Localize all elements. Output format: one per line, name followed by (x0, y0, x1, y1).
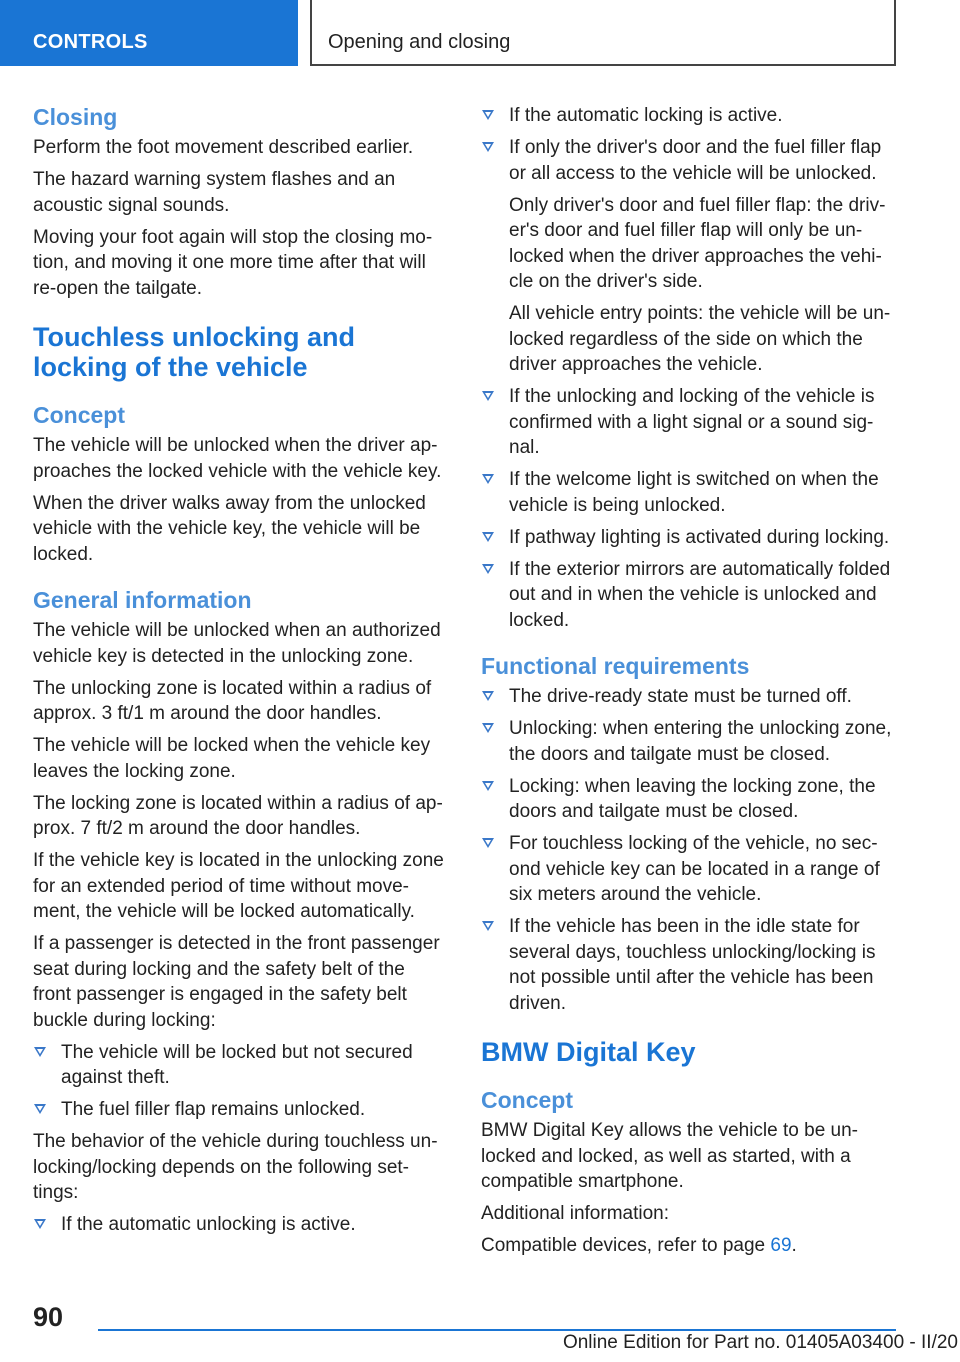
sub-paragraph-all-entry: All vehicle entry points: the vehicle will be un-locked regardless of the side on which the driver approaches the vehicle. (509, 303, 891, 375)
general-paragraph-5: If the vehicle key is located in the unlocking zone for an extended period of time without move-ment, the vehicle will be locked automatically. (33, 850, 444, 922)
triangle-bullet-icon (482, 532, 494, 542)
list-item: The drive-ready state must be turned off. (481, 684, 897, 710)
triangle-bullet-icon (482, 474, 494, 484)
passenger-bullet-list (33, 1040, 445, 1123)
list-item: Locking: when leaving the locking zone, the doors and tailgate must be closed. (481, 774, 897, 825)
list-item: For touchless locking of the vehicle, no sec-ond vehicle key can be located in a range of six meters around the vehicle. (481, 831, 897, 908)
settings-bullet-list (481, 103, 897, 633)
functional-requirements-heading: Functional requirements (481, 653, 750, 679)
triangle-bullet-icon (482, 781, 494, 791)
closing-paragraph-1: Perform the foot movement described earlier. (33, 137, 414, 158)
list-item: If the unlocking and locking of the vehicle is confirmed with a light signal or a sound sig-nal. (481, 384, 897, 461)
chapter-title: Opening and closing (310, 0, 896, 66)
edition-footer: Online Edition for Part no. 01405A03400 - II/20 (562, 1332, 958, 1353)
list-item: Unlocking: when entering the unlocking zone, the doors and tailgate must be closed. (481, 716, 897, 767)
concept-paragraph-1: The vehicle will be unlocked when the driver ap-proaches the locked vehicle with the vehicle key. (33, 435, 442, 482)
list-item: The vehicle will be locked but not secured against theft. (33, 1040, 445, 1091)
section-tab: CONTROLS (0, 0, 298, 66)
closing-paragraph-2: The hazard warning system flashes and an acoustic signal sounds. (33, 169, 396, 216)
list-item: If the automatic locking is active. (481, 103, 897, 129)
right-column (481, 103, 897, 1265)
digital-key-paragraph-1: BMW Digital Key allows the vehicle to be un-locked and locked, as well as started, with a compatible smartphone. (481, 1120, 858, 1192)
digital-key-heading: BMW Digital Key (481, 1037, 696, 1067)
triangle-bullet-icon (482, 110, 494, 120)
list-item: If the vehicle has been in the idle state for several days, touchless unlocking/locking is not possible until after the vehicle has been driven. (481, 914, 897, 1016)
triangle-bullet-icon (482, 142, 494, 152)
triangle-bullet-icon (482, 723, 494, 733)
triangle-bullet-icon (482, 921, 494, 931)
general-paragraph-3: The vehicle will be locked when the vehicle key leaves the locking zone. (33, 735, 431, 782)
list-item: If the welcome light is switched on when the vehicle is being unlocked. (481, 467, 897, 518)
list-item: The fuel filler flap remains unlocked. (33, 1097, 445, 1123)
page-reference-link[interactable]: 69 (770, 1235, 792, 1256)
list-item: If only the driver's door and the fuel filler flap or all access to the vehicle will be unlocked. Only driver's door and fuel filler flap: the driv-er's door and fuel filler flap will only be un-locked when the driver approaches the vehi-cle on the driver's side. All vehicle entry points: the vehicle will be un-locked regardless of the side on which the driver approaches the vehicle. (481, 135, 897, 378)
triangle-bullet-icon (34, 1219, 46, 1229)
triangle-bullet-icon (482, 564, 494, 574)
list-item: If pathway lighting is activated during locking. (481, 525, 897, 551)
concept-paragraph-2: When the driver walks away from the unlocked vehicle with the vehicle key, the vehicle will be locked. (33, 492, 426, 565)
general-information-heading: General information (33, 587, 252, 613)
list-item: If the automatic unlocking is active. (33, 1212, 445, 1238)
functional-bullet-list (481, 684, 897, 1016)
digital-key-paragraph-2: Additional information: (481, 1203, 669, 1224)
triangle-bullet-icon (482, 691, 494, 701)
touchless-heading: Touchless unlocking and locking of the vehicle (33, 322, 356, 382)
triangle-bullet-icon (34, 1104, 46, 1114)
list-item: If the exterior mirrors are automatically folded out and in when the vehicle is unlocked and locked. (481, 557, 897, 634)
left-column (33, 103, 445, 1244)
general-paragraph-1: The vehicle will be unlocked when an authorized vehicle key is detected in the unlocking zone. (33, 620, 441, 667)
footer-divider (98, 1329, 896, 1331)
concept-heading: Concept (33, 402, 125, 428)
digital-key-paragraph-3: Compatible devices, refer to page 69. (481, 1235, 797, 1256)
sub-paragraph-driver-door: Only driver's door and fuel filler flap: the driv-er's door and fuel filler flap will only be un-locked when the driver approaches the vehi-cle on the driver's side. (509, 194, 886, 292)
triangle-bullet-icon (34, 1047, 46, 1057)
triangle-bullet-icon (482, 391, 494, 401)
closing-paragraph-3: Moving your foot again will stop the closing mo-tion, and moving it one more time after that will re-open the tailgate. (33, 226, 433, 299)
closing-heading: Closing (33, 104, 118, 130)
behavior-paragraph: The behavior of the vehicle during touchless un-locking/locking depends on the following set-tings: (33, 1131, 438, 1203)
settings-bullet-list-start (33, 1212, 445, 1238)
digital-key-concept-heading: Concept (481, 1087, 573, 1113)
general-paragraph-6: If a passenger is detected in the front passenger seat during locking and the safety belt of the front passenger is engaged in the safety belt buckle during locking: (33, 933, 440, 1031)
general-paragraph-4: The locking zone is located within a radius of ap-prox. 7 ft/2 m around the door handles. (33, 792, 443, 839)
general-paragraph-2: The unlocking zone is located within a radius of approx. 3 ft/1 m around the door handles. (33, 677, 432, 724)
triangle-bullet-icon (482, 838, 494, 848)
page-number: 90 (33, 1302, 64, 1332)
